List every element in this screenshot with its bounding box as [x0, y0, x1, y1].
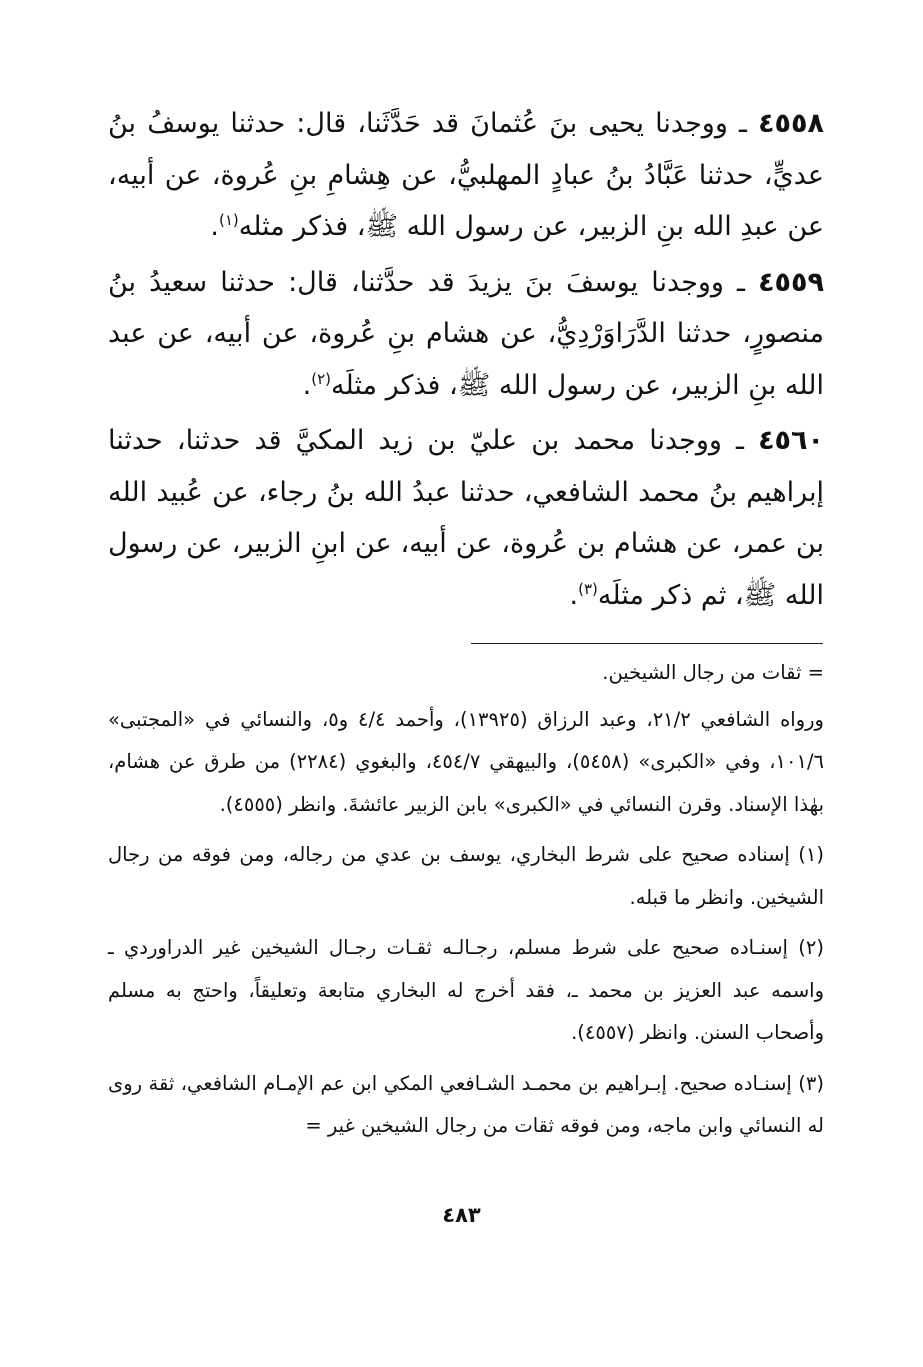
- footnote-continuation: = ثقات من رجال الشيخين.: [602, 661, 824, 684]
- footnotes: [108, 652, 824, 1156]
- hadith-number: ٤٥٦٠: [758, 425, 824, 456]
- hadith-number: ٤٥٥٩: [758, 266, 824, 298]
- footnote-reference[interactable]: (١): [218, 211, 239, 229]
- hadith-4558: [108, 98, 824, 253]
- footnote-separator: [471, 643, 823, 644]
- hadith-end: .: [210, 211, 219, 242]
- footnote-continuation-sources: ورواه الشافعي ٢١/٢، وعبد الرزاق (١٣٩٢٥)، وأحمد ٤/٤ و٥، والنسائي في «المجتبى» ١٠١/٦، وفي «الكبرى» (٥٤٥٨)، والبيهقي ٤٥٤/٧، والبغوي (٢٢٨٤) من طرق عن هشام، بهٰذا الإسناد. وقرن النسائي في «الكبرى» بابن الزبير عائشةَ. وانظر (٤٥٥٥).: [108, 707, 825, 816]
- footnote-3: (٣) إسنـاده صحيح. إبـراهيم بن محمـد الشـافعي المكي ابن عم الإمـام الشافعي، ثقة روى له النسائي وابن ماجه، ومن فوقه ثقات من رجال الشيخين غير =: [108, 1071, 824, 1137]
- hadith-end: .: [302, 369, 312, 401]
- hadith-text: ـ ووجدنا يحيى بنَ عُثمانَ قد حَدَّثَنا، قال: حدثنا يوسفُ بنُ عديٍّ، حدثنا عَبَّادُ بنُ عبادٍ المهلبيُّ، عن هِشامِ بنِ عُروة، عن أبيه، عن عبدِ الله بنِ الزبير، عن رسول الله ﷺ، فذكر مثله: [108, 108, 824, 242]
- footnote-1: (١) إسناده صحيح على شرط البخاري، يوسف بن عدي من رجاله، ومن فوقه من رجال الشيخين. وانظر ما قبله.: [108, 843, 824, 909]
- hadith-text: ـ ووجدنا محمد بن عليّ بن زيد المكيَّ قد حدثنا، حدثنا إبراهيم بنُ محمد الشافعي، حدثنا عبدُ الله بنُ رجاء، عن عُبيد الله بن عمر، عن هشام بن عُروة، عن أبيه، عن ابنِ الزبير، عن رسول الله ﷺ، ثم ذكر مثلَه: [108, 425, 824, 611]
- hadith-text: ـ ووجدنا يوسفَ بنَ يزيدَ قد حدَّثنا، قال: حدثنا سعيدُ بنُ منصورٍ، حدثنا الدَّرَاوَرْدِيُّ، عن هشام بنِ عُروة، عن أبيه، عن عبد الله بنِ الزبير، عن رسول الله ﷺ، فذكر مثلَه: [108, 266, 824, 401]
- main-text: [108, 98, 824, 625]
- hadith-4559: [108, 257, 824, 412]
- footnote-reference[interactable]: (٢): [311, 369, 331, 388]
- page-number: ٤٨٣: [442, 1203, 481, 1227]
- footnote-reference[interactable]: (٣): [578, 579, 598, 598]
- hadith-4560: [108, 415, 824, 621]
- footnote-2: (٢) إسنـاده صحيح على شرط مسلم، رجـالـه ثقـات رجـال الشيخين غير الدراوردي ـ واسمه عبد العزيز بن محمد ـ، فقد أخرج له البخاري متابعة وتعليقاً، واحتج به مسلم وأصحاب السنن. وانظر (٤٥٥٧).: [108, 936, 824, 1044]
- hadith-end: .: [569, 579, 579, 611]
- hadith-number: ٤٥٥٨: [758, 108, 824, 139]
